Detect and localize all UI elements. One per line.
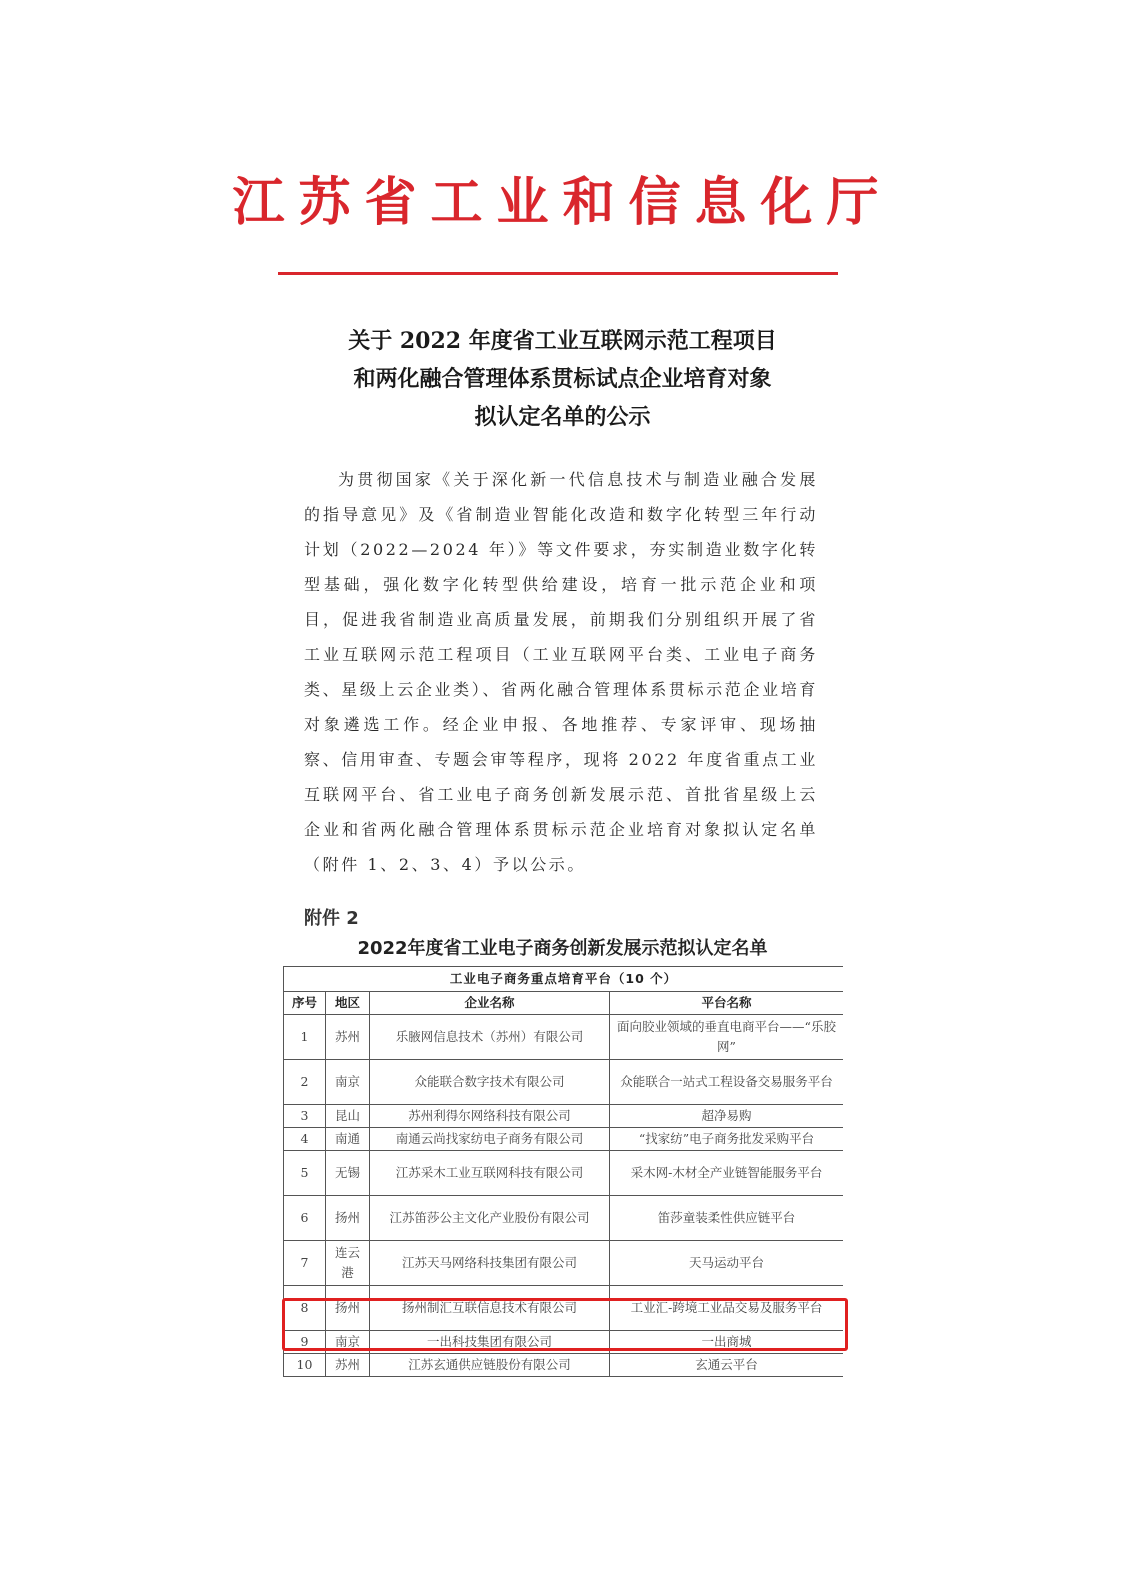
table-section-title: 工业电子商务重点培育平台（10 个） [284, 967, 844, 992]
cell-region: 扬州 [326, 1286, 370, 1331]
table-row-highlighted [284, 1286, 844, 1331]
cell-platform: 笛莎童装柔性供应链平台 [610, 1196, 844, 1241]
cell-company: 众能联合数字技术有限公司 [370, 1060, 610, 1105]
cell-no: 4 [284, 1128, 326, 1151]
cell-platform: 面向胶业领域的垂直电商平台——“乐胶网” [610, 1015, 844, 1060]
cell-region: 南京 [326, 1060, 370, 1105]
notice-title [0, 322, 1125, 436]
cell-no: 6 [284, 1196, 326, 1241]
cell-no: 2 [284, 1060, 326, 1105]
cell-company: 南通云尚找家纺电子商务有限公司 [370, 1128, 610, 1151]
masthead-divider [278, 272, 838, 275]
agency-masthead: 江苏省工业和信息化厅 [232, 172, 893, 233]
column-header-region: 地区 [326, 992, 370, 1015]
table-row [284, 1354, 844, 1377]
cell-company: 扬州制汇互联信息技术有限公司 [370, 1286, 610, 1331]
notice-title-line: 和两化融合管理体系贯标试点企业培育对象 [353, 366, 772, 392]
cell-platform: 工业汇-跨境工业品交易及服务平台 [610, 1286, 844, 1331]
table-row [284, 1128, 844, 1151]
notice-body: 为贯彻国家《关于深化新一代信息技术与制造业融合发展的指导意见》及《省制造业智能化改造和数字化转型三年行动计划（2022—2024 年）》等文件要求，夯实制造业数字化转型基础，强化数字化转型供给建设，培育一批示范企业和项目，促进我省制造业高质量发展，前期我们分别组织开展了省工业互联网示范工程项目（工业互联网平台类、工业电子商务类、星级上云企业类）、省两化融合管理体系贯标示范企业培育对象遴选工作。经企业申报、各地推荐、专家评审、现场抽察、信用审查、专题会审等程序，现将 2022 年度省重点工业互联网平台、省工业电子商务创新发展示范、首批省星级上云企业和省两化融合管理体系贯标示范企业培育对象拟认定名单（附件 1、2、3、4）予以公示。 [304, 470, 818, 874]
cell-region: 扬州 [326, 1196, 370, 1241]
cell-company: 江苏玄通供应链股份有限公司 [370, 1354, 610, 1377]
cell-platform: 玄通云平台 [610, 1354, 844, 1377]
annex-title: 2022年度省工业电子商务创新发展示范拟认定名单 [357, 938, 768, 959]
table-row [284, 1331, 844, 1354]
cell-company: 江苏采木工业互联网科技有限公司 [370, 1151, 610, 1196]
cell-region: 苏州 [326, 1354, 370, 1377]
cell-platform: 众能联合一站式工程设备交易服务平台 [610, 1060, 844, 1105]
cell-platform: 采木网-木材全产业链智能服务平台 [610, 1151, 844, 1196]
annex-label: 附件 2 [304, 908, 359, 929]
table-row [284, 1015, 844, 1060]
table-row [284, 1151, 844, 1196]
table-section-row [284, 967, 844, 992]
cell-company: 江苏天马网络科技集团有限公司 [370, 1241, 610, 1286]
cell-no: 3 [284, 1105, 326, 1128]
cell-region: 南通 [326, 1128, 370, 1151]
cell-no: 5 [284, 1151, 326, 1196]
column-header-platform: 平台名称 [610, 992, 844, 1015]
table-row [284, 1105, 844, 1128]
cell-no: 1 [284, 1015, 326, 1060]
cell-company: 苏州利得尔网络科技有限公司 [370, 1105, 610, 1128]
cell-no: 8 [284, 1286, 326, 1331]
column-header-no: 序号 [284, 992, 326, 1015]
table-row [284, 1241, 844, 1286]
cell-company: 江苏笛莎公主文化产业股份有限公司 [370, 1196, 610, 1241]
cell-no: 7 [284, 1241, 326, 1286]
annex-table-container [283, 966, 843, 1417]
cell-region: 苏州 [326, 1015, 370, 1060]
column-header-company: 企业名称 [370, 992, 610, 1015]
annex-table [283, 966, 843, 1377]
cell-company: 一出科技集团有限公司 [370, 1331, 610, 1354]
notice-title-line: 关于 2022 年度省工业互联网示范工程项目 [348, 328, 777, 354]
cell-region: 连云港 [326, 1241, 370, 1286]
cell-no: 9 [284, 1331, 326, 1354]
cell-platform: “找家纺”电子商务批发采购平台 [610, 1128, 844, 1151]
cell-platform: 天马运动平台 [610, 1241, 844, 1286]
table-header-row [284, 992, 844, 1015]
cell-no: 10 [284, 1354, 326, 1377]
notice-title-line: 拟认定名单的公示 [474, 404, 651, 430]
table-row [284, 1060, 844, 1105]
cell-platform: 超净易购 [610, 1105, 844, 1128]
cell-region: 无锡 [326, 1151, 370, 1196]
cell-region: 南京 [326, 1331, 370, 1354]
cell-region: 昆山 [326, 1105, 370, 1128]
table-row [284, 1196, 844, 1241]
cell-company: 乐腋网信息技术（苏州）有限公司 [370, 1015, 610, 1060]
cell-platform: 一出商城 [610, 1331, 844, 1354]
